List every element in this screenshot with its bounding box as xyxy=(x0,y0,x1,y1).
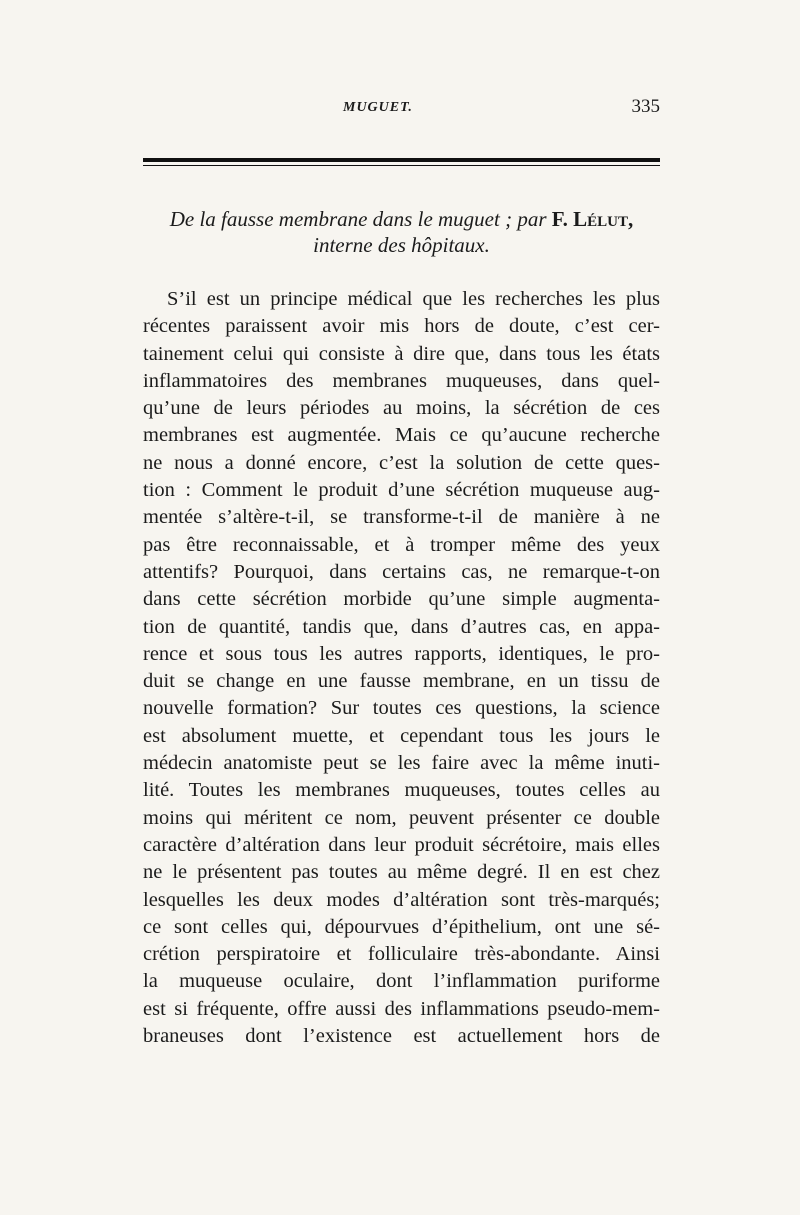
body-line: inflammatoires des membranes muqueuses, dans quel- xyxy=(143,369,660,392)
body-line: lité. Toutes les membranes muqueuses, toutes celles au xyxy=(143,779,660,802)
heading-author: F. Lélut, xyxy=(551,207,634,231)
header-rule-thick xyxy=(143,158,660,162)
body-line: tion : Comment le produit d’une sécrétion muqueuse aug- xyxy=(143,479,660,502)
heading-title-text: De la fausse membrane dans le muguet ; par xyxy=(169,207,547,231)
body-line: moins qui méritent ce nom, peuvent présenter ce double xyxy=(143,806,660,829)
body-line: membranes est augmentée. Mais ce qu’aucune recherche xyxy=(143,424,660,447)
heading-line-2 xyxy=(143,232,660,258)
body-line: dans cette sécrétion morbide qu’une simple augmenta- xyxy=(143,588,660,611)
body-line: ce sont celles qui, dépourvues d’épithelium, ont une sé- xyxy=(143,915,660,938)
body-line: attentifs? Pourquoi, dans certains cas, ne remarque-t-on xyxy=(143,560,660,583)
header-rule-thin xyxy=(143,165,660,166)
article-body xyxy=(143,286,660,1050)
body-line: duit se change en une fausse membrane, en un tissu de xyxy=(143,670,660,693)
running-title: MUGUET. xyxy=(343,100,413,115)
body-line: ne le présentent pas toutes au même degré. Il en est chez xyxy=(143,861,660,884)
body-line: crétion perspiratoire et folliculaire très-abondante. Ainsi xyxy=(143,943,660,966)
body-line: est absolument muette, et cependant tous les jours le xyxy=(143,724,660,747)
body-line: tion de quantité, tandis que, dans d’autres cas, en appa- xyxy=(143,615,660,638)
body-line: récentes paraissent avoir mis hors de doute, c’est cer- xyxy=(143,315,660,338)
heading-line-1 xyxy=(143,206,660,232)
body-line: caractère d’altération dans leur produit sécrétoire, mais elles xyxy=(143,833,660,856)
body-line: S’il est un principe médical que les recherches les plus xyxy=(167,288,660,310)
page-number: 335 xyxy=(631,96,660,117)
body-line: qu’une de leurs périodes au moins, la sécrétion de ces xyxy=(143,397,660,420)
body-line: braneuses dont l’existence est actuellement hors de xyxy=(143,1025,660,1048)
body-line: est si fréquente, offre aussi des inflammations pseudo-mem- xyxy=(143,997,660,1020)
body-line: pas être reconnaissable, et à tromper même des yeux xyxy=(143,533,660,556)
body-line: la muqueuse oculaire, dont l’inflammation puriforme xyxy=(143,970,660,993)
body-line: nouvelle formation? Sur toutes ces questions, la science xyxy=(143,697,660,720)
page-header xyxy=(143,96,660,126)
body-line: ne nous a donné encore, c’est la solution de cette ques- xyxy=(143,451,660,474)
body-line: rence et sous tous les autres rapports, identiques, le pro- xyxy=(143,642,660,665)
body-line: mentée s’altère-t-il, se transforme-t-il de manière à ne xyxy=(143,506,660,529)
body-line: tainement celui qui consiste à dire que, dans tous les états xyxy=(143,342,660,365)
body-line: lesquelles les deux modes d’altération sont très-marqués; xyxy=(143,888,660,911)
article-heading xyxy=(143,206,660,258)
body-line: médecin anatomiste peut se les faire avec la même inuti- xyxy=(143,752,660,775)
heading-subtitle-text: interne des hôpitaux. xyxy=(313,233,490,257)
